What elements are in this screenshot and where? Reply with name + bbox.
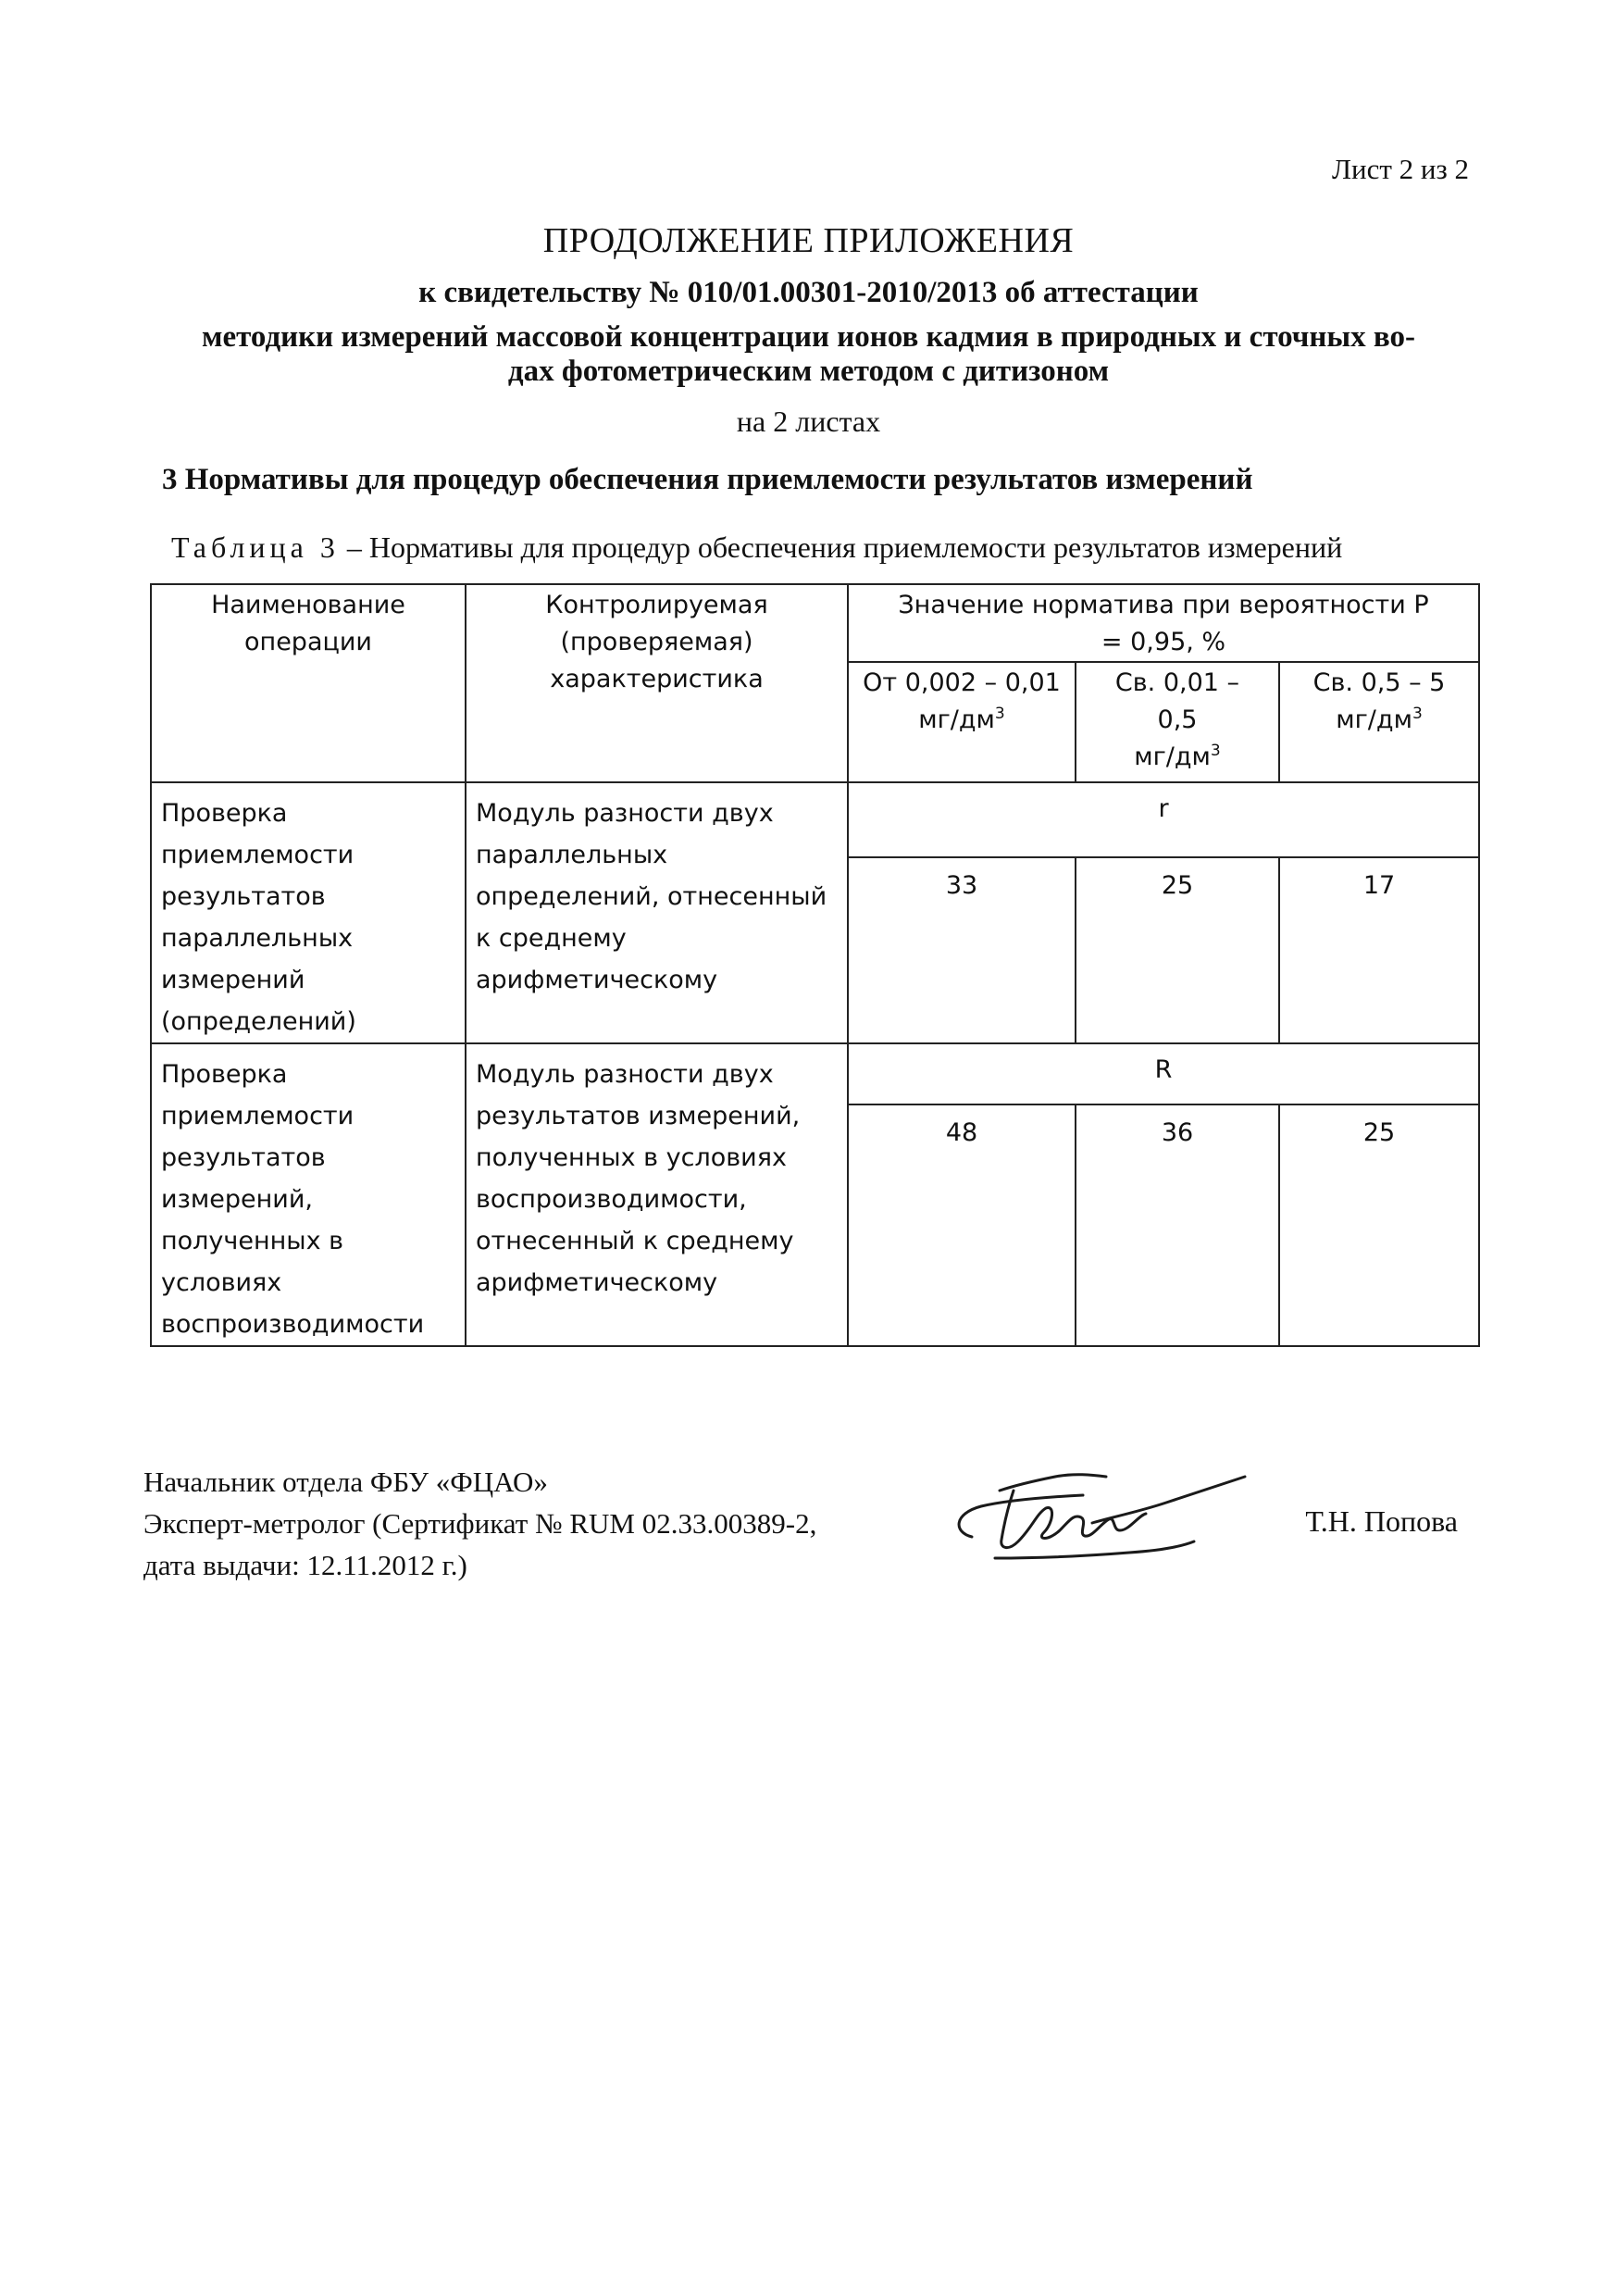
- range-1-text: От 0,002 – 0,01: [863, 668, 1061, 697]
- table-header-row: [151, 584, 1479, 662]
- signer-position: Начальник отдела ФБУ «ФЦАО»: [143, 1466, 548, 1498]
- range-2-unit-exponent: 3: [1210, 742, 1221, 760]
- row-1-value-2: 25: [1076, 857, 1279, 1043]
- certificate-line: к свидетельству № 010/01.00301-2010/2013 об аттестации: [418, 276, 1199, 309]
- header-norm-value: Значение норматива при вероятности P = 0,95, %: [848, 584, 1479, 662]
- range-2-text: Св. 0,01 – 0,5: [1114, 668, 1240, 734]
- range-1-unit: мг/дм: [918, 705, 995, 734]
- range-1: [848, 662, 1076, 782]
- row-2-characteristic: Модуль разности двух результатов измерений, полученных в условиях воспроизводимости, отнесенный к среднему арифметическому: [466, 1043, 848, 1346]
- row-1-characteristic: Модуль разности двух параллельных определений, отнесенный к среднему арифметическому: [466, 782, 848, 1043]
- signer-name: Т.Н. Попова: [1305, 1504, 1458, 1538]
- handwritten-signature: [944, 1449, 1259, 1578]
- method-line-1: методики измерений массовой концентрации ионов кадмия в природных и сточных во-: [202, 320, 1415, 354]
- row-2-norm-symbol: R: [848, 1043, 1479, 1104]
- signer-certificate: Эксперт-метролог (Сертификат № RUM 02.33.00389-2,: [143, 1507, 817, 1540]
- table-caption: [171, 530, 1342, 565]
- table-row: [151, 782, 1479, 857]
- row-2-operation: Проверка приемлемости результатов измерений, полученных в условиях воспроизводимости: [151, 1043, 466, 1346]
- header-characteristic: Контролируемая (проверяемая) характеристика: [466, 584, 848, 782]
- range-3-unit-exponent: 3: [1412, 705, 1423, 723]
- range-3: [1279, 662, 1479, 782]
- signer-certificate-date: дата выдачи: 12.11.2012 г.): [143, 1549, 467, 1581]
- table-caption-text: – Нормативы для процедур обеспечения приемлемости результатов измерений: [346, 530, 1343, 564]
- method-line-2: дах фотометрическим методом с дитизоном: [507, 355, 1110, 388]
- signer-block: [143, 1461, 816, 1586]
- row-1-norm-symbol: r: [848, 782, 1479, 857]
- appendix-title: ПРОДОЛЖЕНИЕ ПРИЛОЖЕНИЯ: [542, 221, 1075, 260]
- row-1-operation: Проверка приемлемости результатов параллельных измерений (определений): [151, 782, 466, 1043]
- range-1-unit-exponent: 3: [994, 705, 1005, 723]
- table-caption-label: Таблица 3: [171, 530, 340, 564]
- sheet-count: на 2 листах: [736, 405, 881, 438]
- row-1-value-1: 33: [848, 857, 1076, 1043]
- range-2: [1076, 662, 1279, 782]
- row-2-value-1: 48: [848, 1104, 1076, 1346]
- range-3-unit: мг/дм: [1336, 705, 1412, 734]
- row-2-value-3: 25: [1279, 1104, 1479, 1346]
- page-number: Лист 2 из 2: [1331, 153, 1469, 185]
- range-3-text: Св. 0,5 – 5: [1312, 668, 1446, 697]
- norms-table: [150, 583, 1480, 1347]
- range-2-unit: мг/дм: [1134, 742, 1211, 771]
- table-row: [151, 1043, 1479, 1104]
- section-heading: 3 Нормативы для процедур обеспечения приемлемости результатов измерений: [162, 463, 1253, 496]
- row-2-value-2: 36: [1076, 1104, 1279, 1346]
- row-1-value-3: 17: [1279, 857, 1479, 1043]
- header-operation: Наименование операции: [151, 584, 466, 782]
